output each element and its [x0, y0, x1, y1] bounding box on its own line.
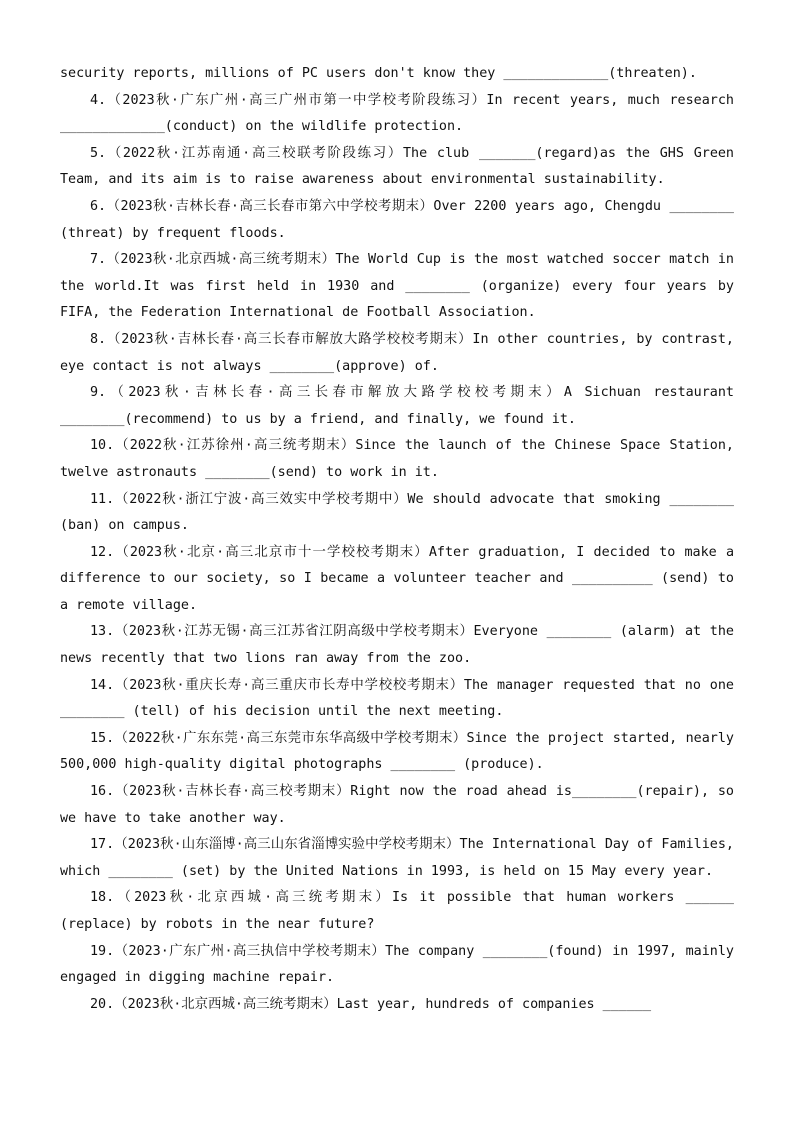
question-12: 12.（2023秋·北京·高三北京市十一学校校考期末）After graduation, I decided to make a difference to our society, so I became a volunteer teacher and __________ (send) to a remote village. — [60, 544, 734, 613]
continued-question-text: security reports, millions of PC users don't know they _____________(threaten). — [60, 66, 697, 81]
question-15: 15.（2022秋·广东东莞·高三东莞市东华高级中学校考期末）Since the project started, nearly 500,000 high-quality digital photographs ________ (produce). — [60, 730, 734, 773]
question-6: 6.（2023秋·吉林长春·高三长春市第六中学校考期末）Over 2200 years ago, Chengdu ________ (threat) by frequent floods. — [60, 198, 734, 241]
question-7: 7.（2023秋·北京西城·高三统考期末）The World Cup is the most watched soccer match in the world.It was first held in 1930 and ________ (organize) every four years by FIFA, the Federation International de Football Association. — [60, 252, 734, 321]
question-11: 11.（2022秋·浙江宁波·高三效实中学校考期中）We should advocate that smoking ________ (ban) on campus. — [60, 491, 734, 534]
question-19: 19.（2023·广东广州·高三执信中学校考期末）The company ________(found) in 1997, mainly engaged in digging machine repair. — [60, 943, 734, 986]
question-9: 9.（2023秋·吉林长春·高三长春市解放大路学校校考期末）A Sichuan restaurant ________(recommend) to us by a friend, and finally, we found it. — [60, 385, 734, 427]
question-8: 8.（2023秋·吉林长春·高三长春市解放大路学校校考期末）In other countries, by contrast, eye contact is not always ________(approve) of. — [60, 331, 734, 374]
question-4: 4.（2023秋·广东广州·高三广州市第一中学校考阶段练习）In recent years, much research _____________(conduct) on the wildlife protection. — [60, 92, 734, 135]
question-18: 18.（2023秋·北京西城·高三统考期末）Is it possible that human workers ______ (replace) by robots in the near future? — [60, 890, 734, 932]
question-17: 17.（2023秋·山东淄博·高三山东省淄博实验中学校考期末）The International Day of Families, which ________ (set) by the United Nations in 1993, is held on 15 May every year. — [60, 837, 734, 879]
question-13: 13.（2023秋·江苏无锡·高三江苏省江阴高级中学校考期末）Everyone ________ (alarm) at the news recently that two lions ran away from the zoo. — [60, 624, 734, 667]
question-5: 5.（2022秋·江苏南通·高三校联考阶段练习）The club _______(regard)as the GHS Green Team, and its aim is to raise awareness about environmental sustainability. — [60, 145, 734, 188]
question-10: 10.（2022秋·江苏徐州·高三统考期末）Since the launch of the Chinese Space Station, twelve astronauts ________(send) to work in it. — [60, 438, 734, 480]
question-16: 16.（2023秋·吉林长春·高三校考期末）Right now the road ahead is________(repair), so we have to take another way. — [60, 784, 734, 826]
question-14: 14.（2023秋·重庆长寿·高三重庆市长寿中学校校考期末）The manager requested that no one ________ (tell) of his decision until the next meeting. — [60, 677, 734, 720]
question-20: 20.（2023秋·北京西城·高三统考期末）Last year, hundreds of companies ______ — [90, 996, 652, 1012]
exercise-list — [60, 61, 734, 1018]
